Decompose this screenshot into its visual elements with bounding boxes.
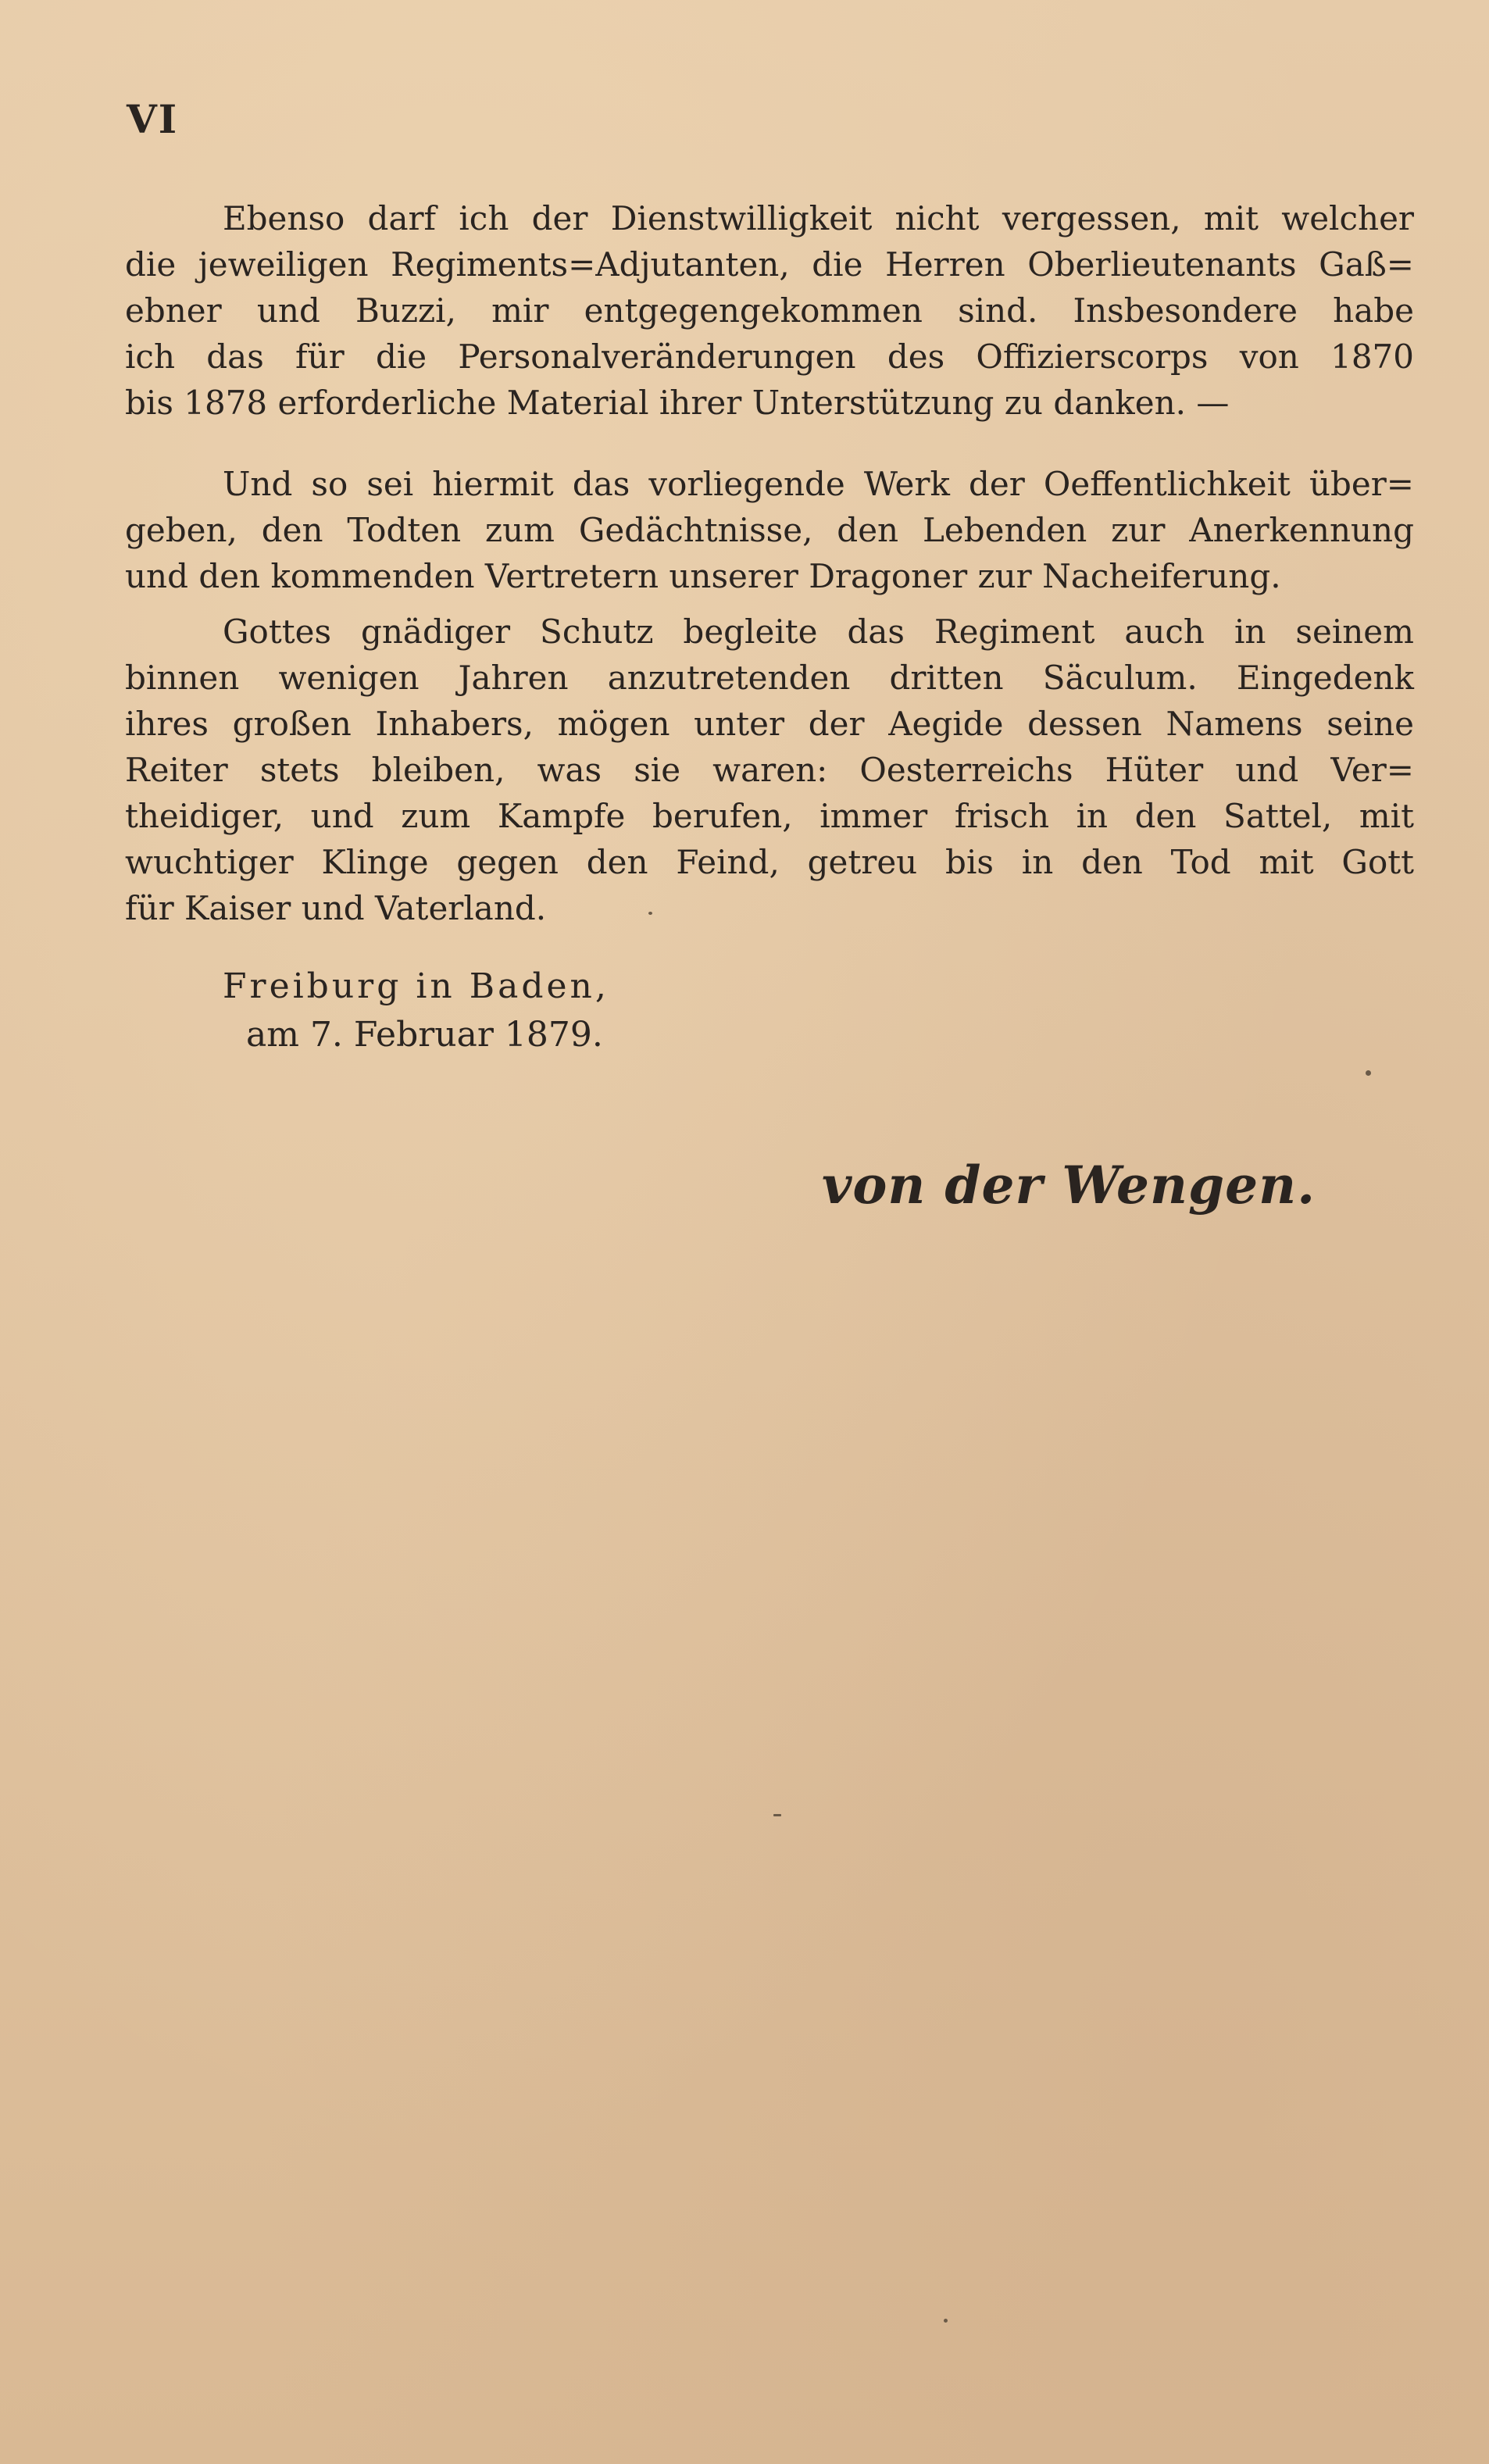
text-line: geben, den Todten zum Gedächtnisse, den Lebenden zur Anerkennung [125, 511, 1414, 549]
text-line: ich das für die Personalveränderungen des Offizierscorps von 1870 [125, 337, 1414, 376]
text-line: Und so sei hiermit das vorliegende Werk der Oeffentlichkeit über= [223, 465, 1414, 503]
paper-speck [1366, 1070, 1371, 1076]
text-line: wuchtiger Klinge gegen den Feind, getreu bis in den Tod mit Gott [125, 843, 1414, 881]
text-line: binnen wenigen Jahren anzutretenden dritten Säculum. Eingedenk [125, 659, 1414, 697]
text-line: bis 1878 erforderliche Material ihrer Unterstützung zu danken. — [125, 384, 1230, 422]
text-line: ebner und Buzzi, mir entgegengekommen sind. Insbesondere habe [125, 291, 1414, 330]
place: Freiburg in Baden, [223, 966, 609, 1006]
paragraph-dedication [125, 461, 1414, 599]
page-number: VI [127, 96, 179, 142]
text-line: Reiter stets bleiben, was sie waren: Oesterreichs Hüter und Ver= [125, 751, 1414, 789]
signature: von der Wengen. [822, 1155, 1316, 1216]
paragraph-acknowledgement [125, 195, 1414, 426]
text-line: theidiger, und zum Kampfe berufen, immer frisch in den Sattel, mit [125, 797, 1414, 835]
text-line: und den kommenden Vertretern unserer Dragoner zur Nacheiferung. [125, 557, 1281, 595]
paper-speck [944, 2319, 948, 2323]
text-line: ihres großen Inhabers, mögen unter der Aegide dessen Namens seine [125, 705, 1414, 743]
place-and-date [223, 962, 609, 1059]
paragraph-blessing [125, 609, 1414, 931]
paper-speck [773, 1814, 781, 1816]
text-line: Ebenso darf ich der Dienstwilligkeit nicht vergessen, mit welcher [223, 199, 1414, 237]
text-line: die jeweiligen Regiments=Adjutanten, die Herren Oberlieutenants Gaß= [125, 245, 1414, 284]
date: am 7. Februar 1879. [246, 1015, 603, 1055]
paper-speck [648, 912, 652, 915]
text-line: Gottes gnädiger Schutz begleite das Regiment auch in seinem [223, 612, 1414, 651]
text-line: für Kaiser und Vaterland. [125, 889, 547, 927]
